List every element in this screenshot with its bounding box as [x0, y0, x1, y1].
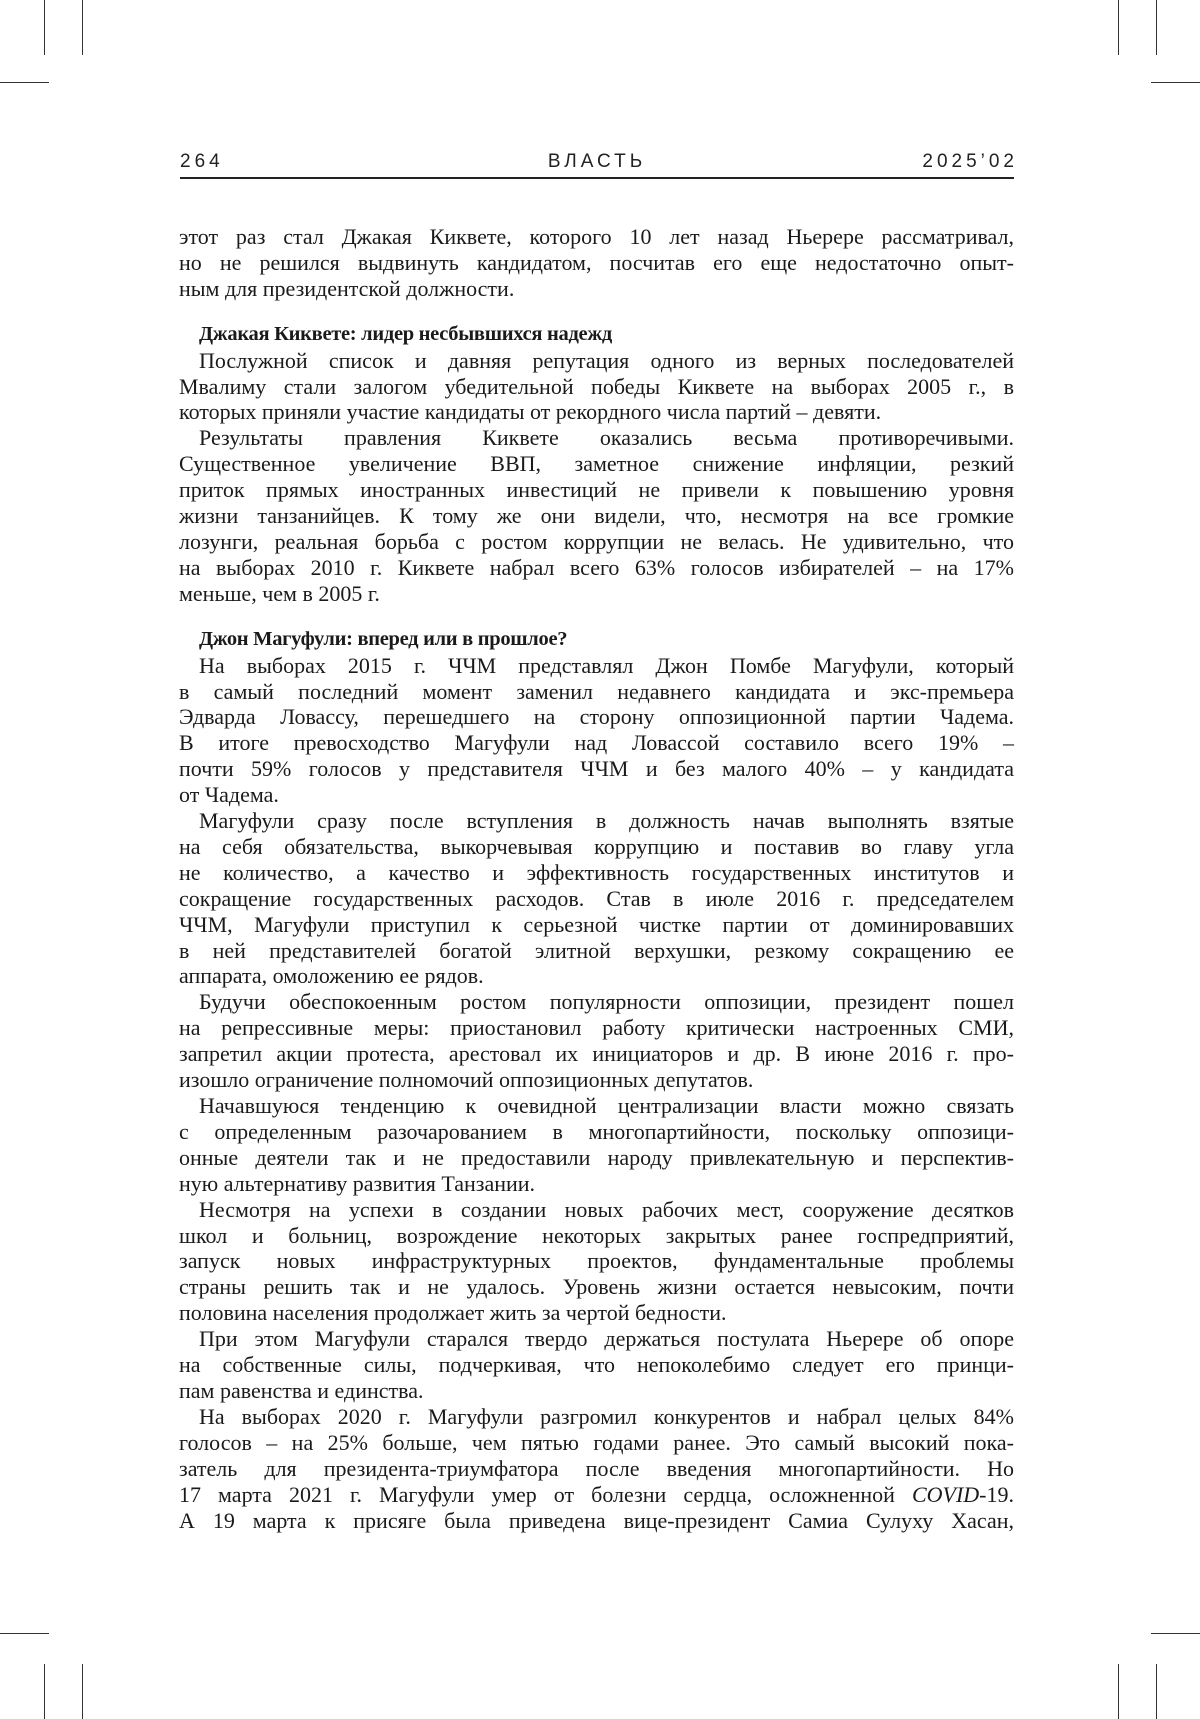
text-line: запретил акции протеста, арестовал их инициаторов и др. В июне 2016 г. про- [179, 1041, 1014, 1067]
text-line: Эдварда Ловассу, перешедшего на сторону оппозиционной партии Чадема. [179, 704, 1014, 730]
text-line: на собственные силы, подчеркивая, что непоколебимо следует его принци- [179, 1352, 1014, 1378]
text-line: меньше, чем в 2005 г. [179, 580, 380, 606]
paragraph [179, 348, 1014, 426]
text-line: При этом Магуфули старался твердо держаться постулата Ньерере об опоре [199, 1326, 1014, 1352]
text-line: изошло ограничение полномочий оппозиционных депутатов. [179, 1067, 754, 1093]
paragraph [179, 224, 1014, 302]
text-line: жизни танзанийцев. К тому же они видели, что, несмотря на все громкие [179, 503, 1014, 529]
section-heading: Джон Магуфули: вперед или в прошлое? [199, 627, 568, 650]
paragraph [179, 989, 1014, 1093]
paragraph [179, 1404, 1014, 1534]
header-rule [180, 177, 1014, 179]
text-line: Существенное увеличение ВВП, заметное снижение инфляции, резкий [179, 451, 1014, 477]
text-line: Послужной список и давняя репутация одного из верных последователей [199, 347, 1014, 373]
text-line: В итоге превосходство Магуфули над Ловассой составило всего 19% – [179, 730, 1014, 756]
crop-mark [82, 1664, 83, 1719]
text-line: половина населения продолжает жить за чертой бедности. [179, 1300, 727, 1326]
paragraph [179, 653, 1014, 808]
text-line: которых приняли участие кандидаты от рекордного числа партий – девяти. [179, 399, 882, 425]
text-line: ным для президентской должности. [179, 275, 515, 301]
paragraph [179, 1326, 1014, 1404]
text-line: А 19 марта к присяге была приведена вице-президент Самиа Сулуху Хасан, [179, 1507, 1014, 1533]
text-line: в ней представителей богатой элитной верхушки, резкому сокращению ее [179, 937, 1014, 963]
paragraph [179, 808, 1014, 989]
text-line: сокращение государственных расходов. Став в июле 2016 г. председателем [179, 885, 1014, 911]
text-line: голосов – на 25% больше, чем пятью годами ранее. Это самый высокий пока- [179, 1429, 1014, 1455]
crop-mark [1156, 0, 1157, 55]
text-line: Будучи обеспокоенным ростом популярности оппозиции, президент пошел [199, 989, 1014, 1015]
text-line: приток прямых иностранных инвестиций не привели к повышению уровня [179, 477, 1014, 503]
crop-mark [0, 1633, 49, 1634]
text-line: не количество, а качество и эффективность государственных институтов и [179, 859, 1014, 885]
issue-number: 2025’02 [922, 151, 1018, 172]
crop-mark [1118, 1664, 1119, 1719]
text-line: на себя обязательства, выкорчевывая коррупцию и поставив во главу угла [179, 833, 1014, 859]
text-line: Магуфули сразу после вступления в должность начав выполнять взятые [199, 808, 1014, 834]
text-line: На выборах 2020 г. Магуфули разгромил конкурентов и набрал целых 84% [199, 1403, 1014, 1429]
crop-mark [1151, 1633, 1200, 1634]
text-line: затель для президента-триумфатора после введения многопартийности. Но [179, 1455, 1014, 1481]
text-line: ную альтернативу развития Танзании. [179, 1170, 536, 1196]
text-line: запуск новых инфраструктурных проектов, фундаментальные проблемы [179, 1248, 1014, 1274]
crop-mark [44, 1664, 45, 1719]
running-header [180, 151, 1018, 177]
text-line: лозунги, реальная борьба с ростом коррупции не велась. Не удивительно, что [179, 528, 1014, 554]
text-line: от Чадема. [179, 782, 279, 808]
text-line: Несмотря на успехи в создании новых рабочих мест, сооружение десятков [199, 1196, 1014, 1222]
paragraph [179, 425, 1014, 606]
text-line: этот раз стал Джакая Киквете, которого 10 лет назад Ньерере рассматривал, [179, 224, 1014, 249]
journal-title: ВЛАСТЬ [547, 151, 647, 172]
text-line: с определенным разочарованием в многопартийности, поскольку оппозици- [179, 1118, 1014, 1144]
paragraph [179, 1197, 1014, 1327]
text-line: школ и больниц, возрождение некоторых закрытых ранее госпредприятий, [179, 1222, 1014, 1248]
crop-mark [1156, 1664, 1157, 1719]
text-line: почти 59% голосов у представителя ЧЧМ и без малого 40% – у кандидата [179, 756, 1014, 782]
text-line: аппарата, омоложению ее рядов. [179, 963, 484, 989]
text-line: На выборах 2015 г. ЧЧМ представлял Джон Помбе Магуфули, который [199, 652, 1014, 678]
crop-mark [1118, 0, 1119, 55]
crop-mark [82, 0, 83, 55]
text-line: страны решить так и не удалось. Уровень жизни остается невысоким, почти [179, 1274, 1014, 1300]
italic-term: COVID [911, 1481, 980, 1507]
crop-mark [0, 82, 49, 83]
page-number: 264 [180, 151, 224, 172]
text-line: на выборах 2010 г. Киквете набрал всего 63% голосов избирателей – на 17% [179, 554, 1014, 580]
text-line: но не решился выдвинуть кандидатом, посчитав его еще недостаточно опыт- [179, 249, 1014, 275]
paragraph [179, 1093, 1014, 1197]
article-body [179, 224, 1014, 1533]
text-line: 17 марта 2021 г. Магуфули умер от болезни сердца, осложненной COVID-19. [179, 1481, 1014, 1507]
section-heading: Джакая Киквете: лидер несбывшихся надежд [199, 322, 612, 345]
text-line: Начавшуюся тенденцию к очевидной централизации власти можно связать [199, 1093, 1014, 1118]
text-line: пам равенства и единства. [179, 1377, 424, 1403]
crop-mark [1151, 82, 1200, 83]
text-line: Результаты правления Киквете оказались весьма противоречивыми. [199, 425, 1014, 451]
crop-mark [44, 0, 45, 55]
text-line: на репрессивные меры: приостановил работу критически настроенных СМИ, [179, 1015, 1014, 1041]
text-line: в самый последний момент заменил недавнего кандидата и экс-премьера [179, 678, 1014, 704]
text-line: Мвалиму стали залогом убедительной победы Киквете на выборах 2005 г., в [179, 373, 1014, 399]
text-line: ЧЧМ, Магуфули приступил к серьезной чистке партии от доминировавших [179, 911, 1014, 937]
text-line: онные деятели так и не предоставили народу привлекательную и перспектив- [179, 1144, 1014, 1170]
